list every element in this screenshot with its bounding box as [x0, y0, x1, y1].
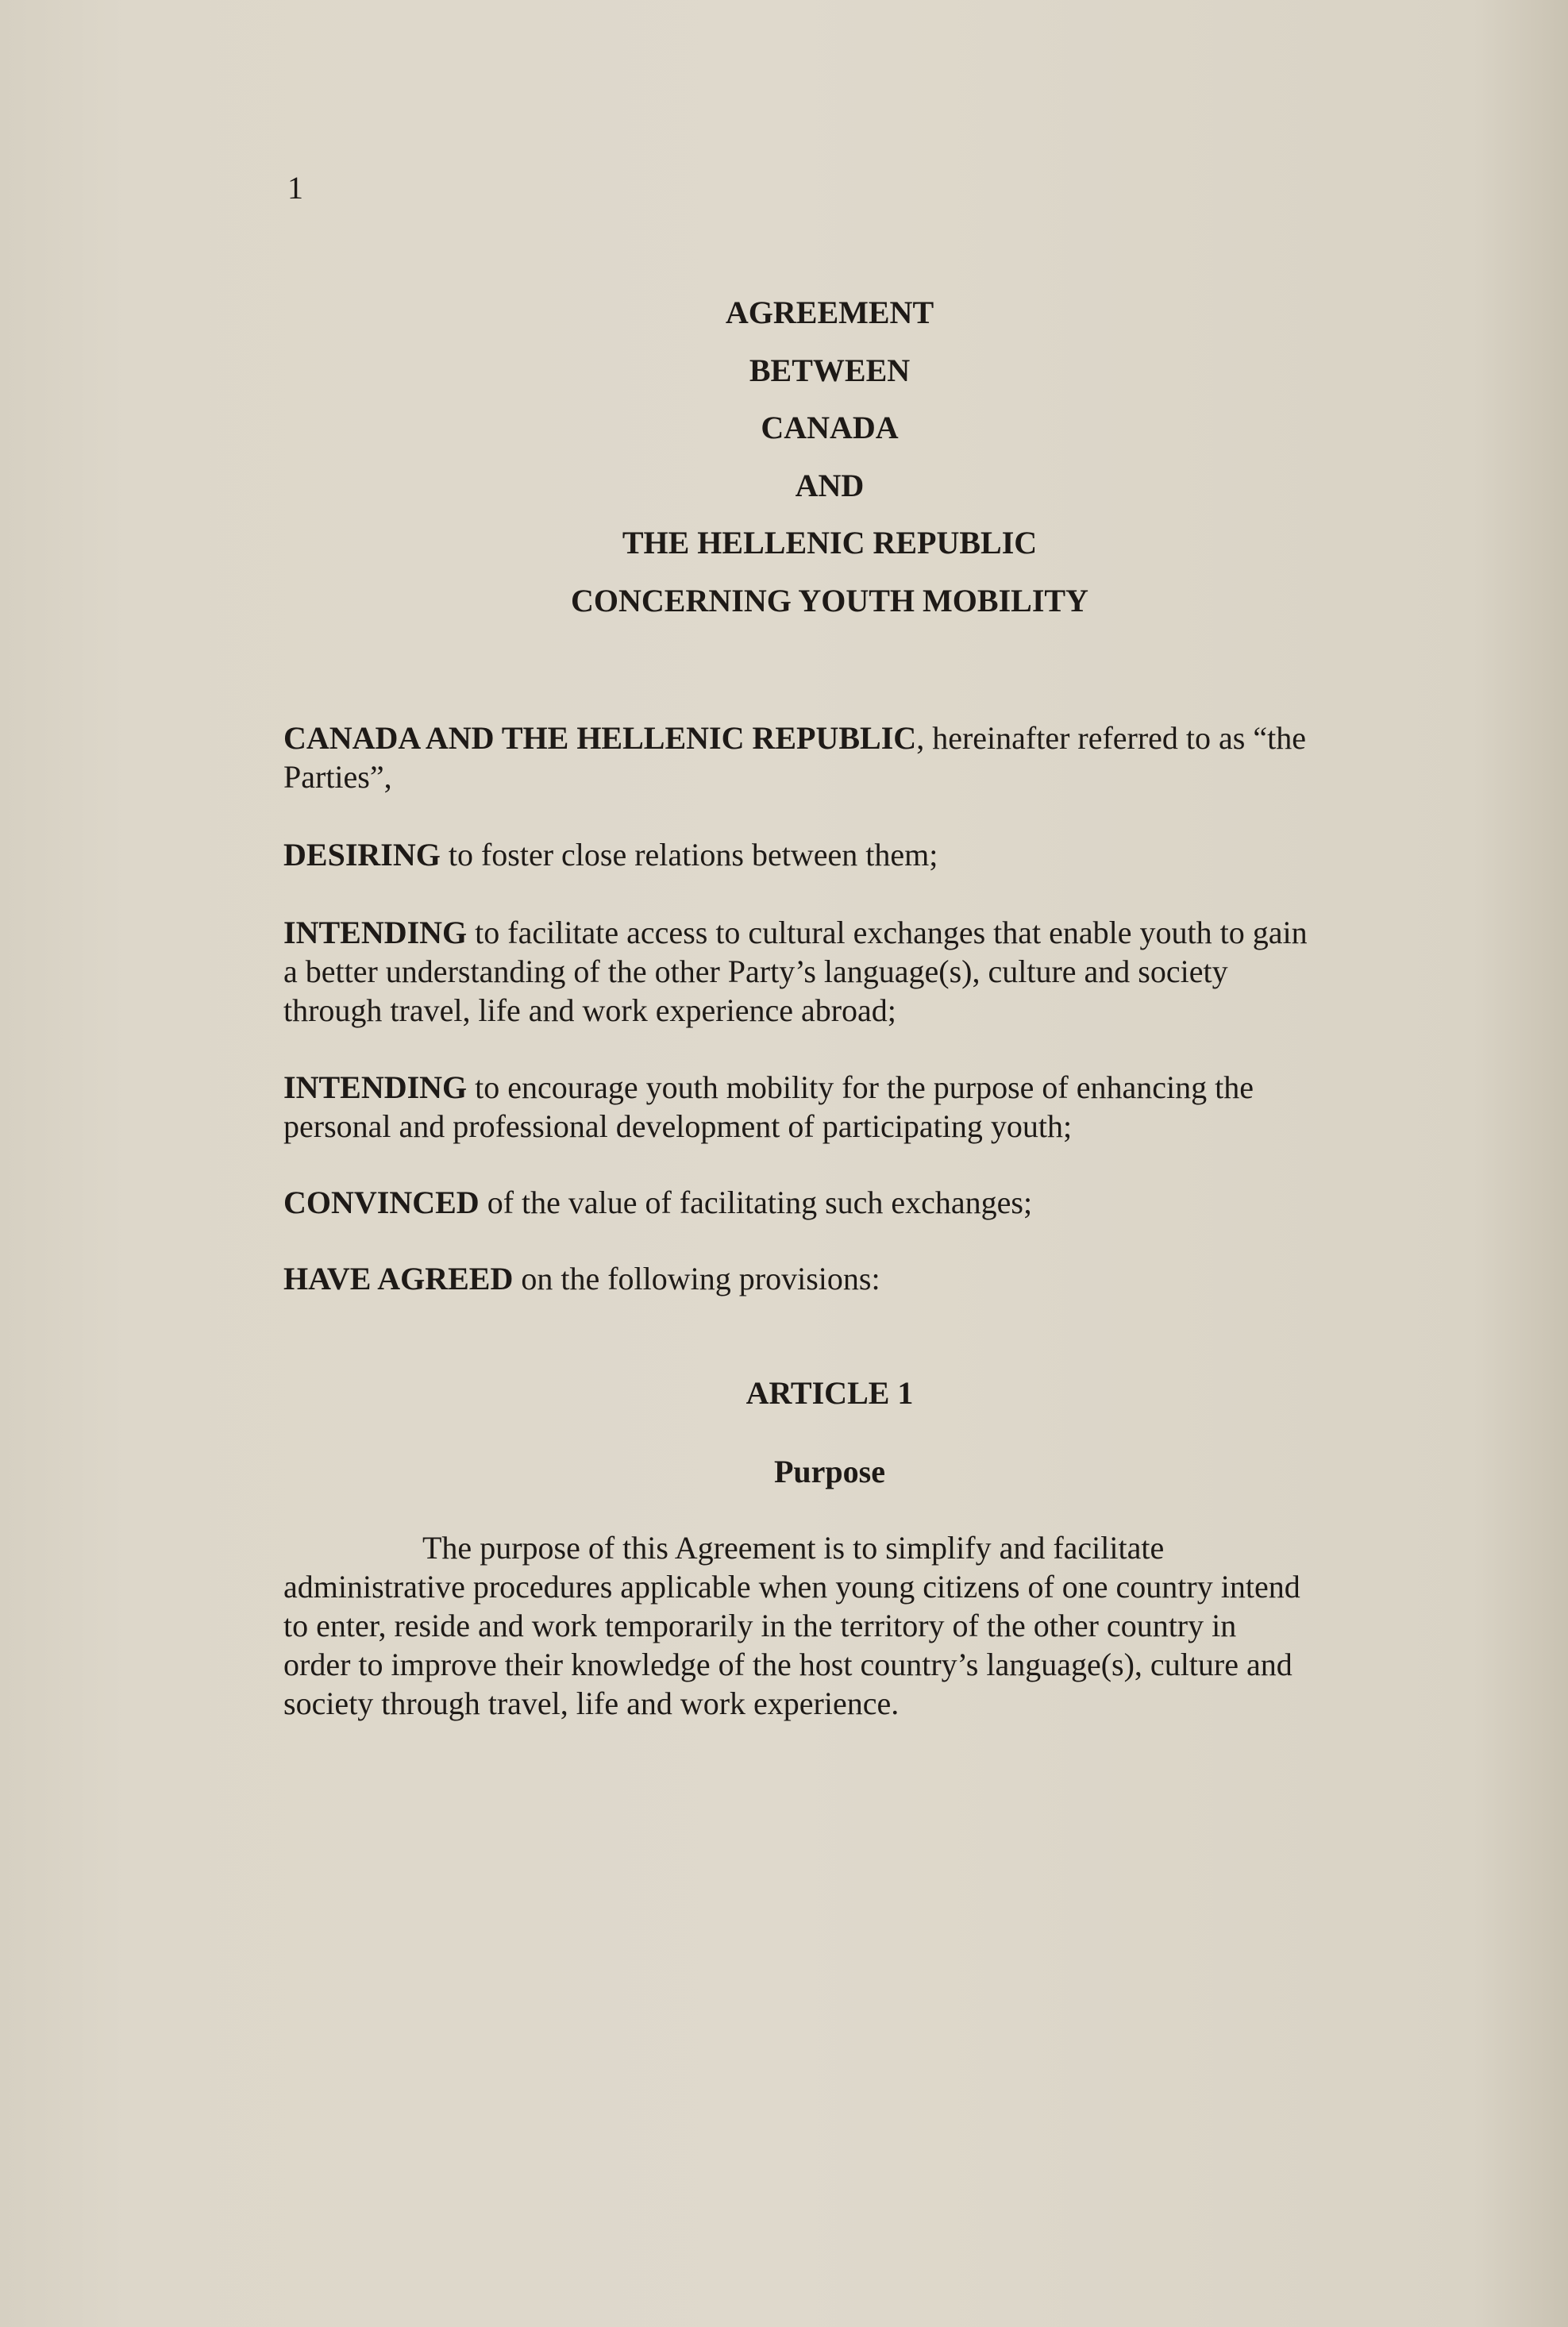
paragraph-text: society through travel, life and work experience. [283, 1686, 900, 1721]
paragraph-text: through travel, life and work experience abroad; [283, 992, 896, 1028]
paragraph-keyword: INTENDING [283, 915, 468, 950]
article-paragraph [283, 1528, 1387, 1723]
bleed-through-text [286, 429, 296, 472]
page-number: 1 [287, 170, 303, 206]
paragraph-text: , hereinafter referred to as “the [916, 720, 1306, 756]
preamble-paragraph [283, 913, 1387, 1030]
paragraph-text: on the following provisions: [513, 1261, 880, 1296]
title-line: BETWEEN [749, 352, 911, 388]
paragraph-text: to encourage youth mobility for the purpose of enhancing the [467, 1069, 1254, 1105]
paragraph-text: to foster close relations between them; [440, 837, 938, 873]
paragraph-text: to facilitate access to cultural exchanges that enable youth to gain [467, 915, 1308, 950]
paragraph-text: a better understanding of the other Party’s language(s), culture and society [283, 954, 1228, 989]
title-line: CANADA [761, 410, 899, 445]
paragraph-text: Parties”, [283, 759, 392, 795]
paragraph-text: to enter, reside and work temporarily in the territory of the other country in [283, 1608, 1237, 1643]
paragraph-text: administrative procedures applicable when young citizens of one country intend [283, 1569, 1300, 1605]
paragraph-keyword: CANADA AND THE HELLENIC REPUBLIC [283, 720, 917, 756]
paragraph-keyword: DESIRING [283, 837, 441, 873]
article-heading: ARTICLE 1 [745, 1375, 914, 1411]
paragraph-keyword: CONVINCED [283, 1185, 480, 1220]
paragraph-text: of the value of facilitating such exchanges; [479, 1185, 1033, 1220]
title-line: CONCERNING YOUTH MOBILITY [571, 582, 1088, 618]
preamble-paragraph [283, 1183, 1387, 1222]
title-line: AND [795, 467, 865, 503]
paragraph-keyword: INTENDING [283, 1069, 468, 1105]
agreement-title [445, 288, 1215, 634]
article-subheading: Purpose [774, 1454, 885, 1489]
preamble-paragraph [283, 1068, 1387, 1146]
preamble-paragraph [283, 719, 1387, 796]
paragraph-keyword: HAVE AGREED [283, 1261, 514, 1296]
title-line: THE HELLENIC REPUBLIC [622, 525, 1038, 561]
preamble-paragraph [283, 835, 1387, 874]
title-line: AGREEMENT [725, 295, 934, 330]
paragraph-text: personal and professional development of participating youth; [283, 1108, 1073, 1144]
preamble-paragraph [283, 1259, 1387, 1298]
paragraph-text: order to improve their knowledge of the host country’s language(s), culture and [283, 1647, 1293, 1682]
paragraph-text: The purpose of this Agreement is to simplify and facilitate [422, 1530, 1165, 1566]
